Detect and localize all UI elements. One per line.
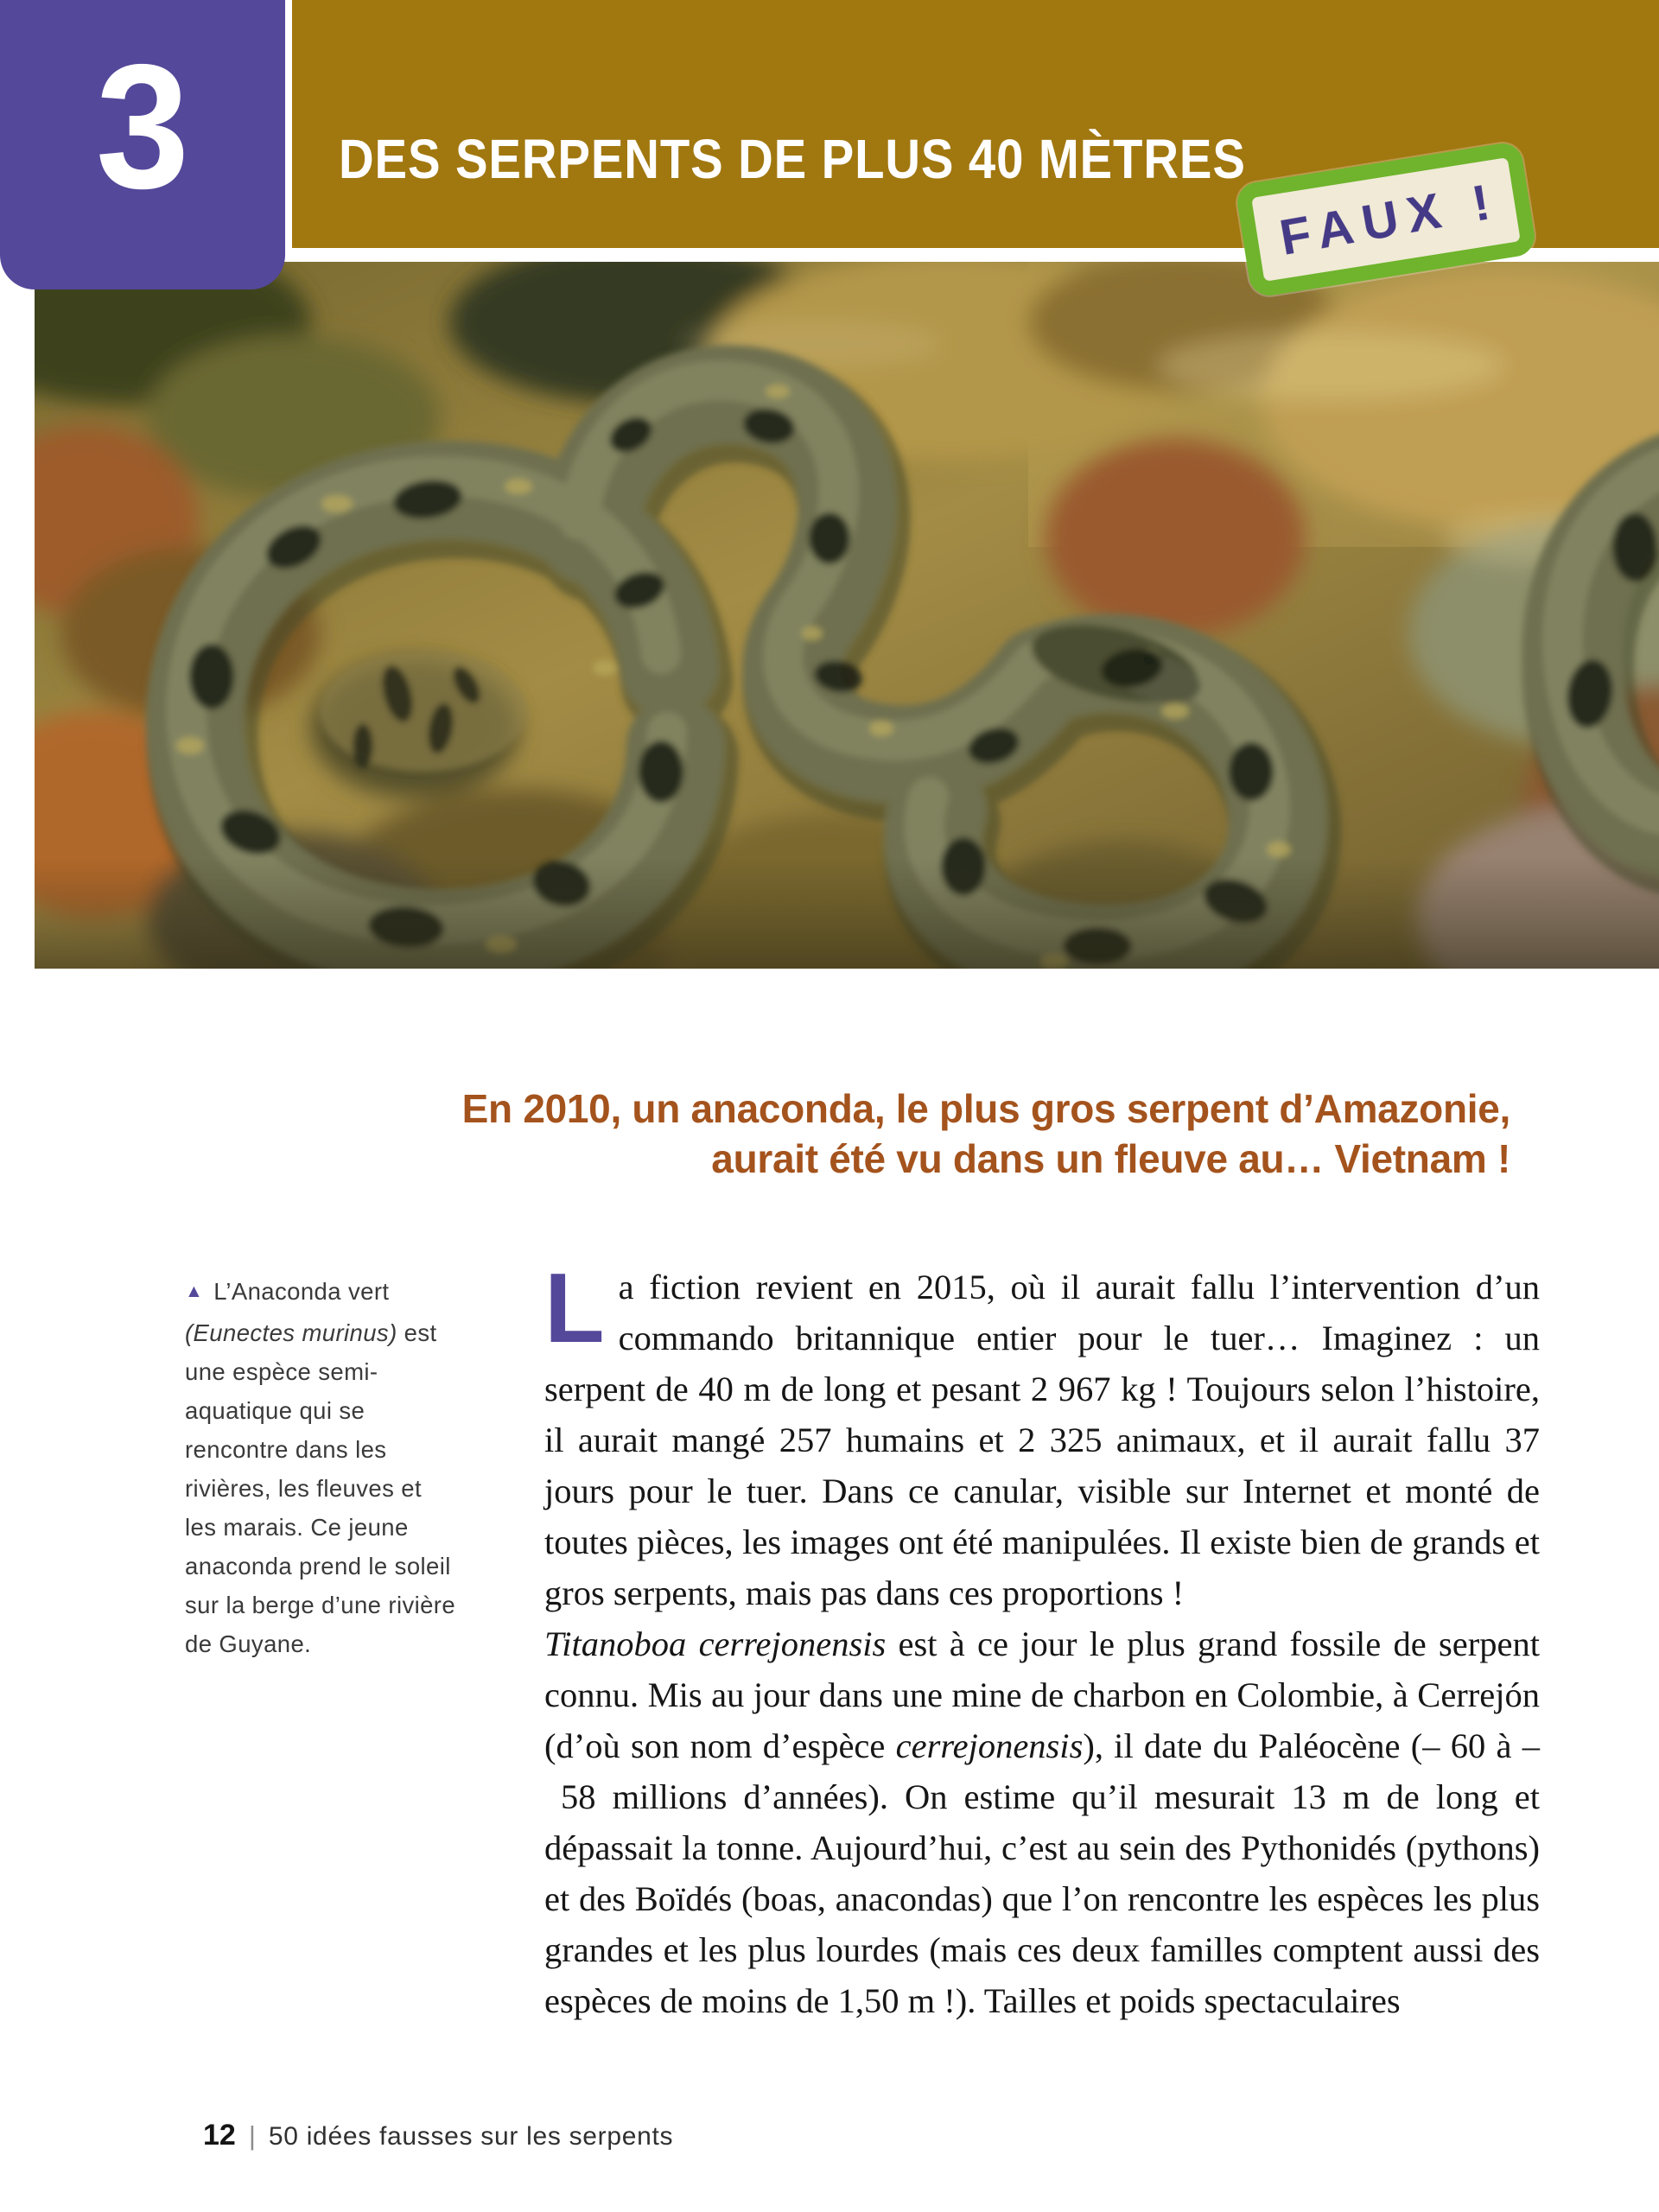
chapter-number-box: [0, 0, 285, 289]
chapter-title: DES SERPENTS DE PLUS 40 MÈTRES: [339, 127, 1246, 190]
anaconda-photo-graphic: [35, 262, 1659, 969]
anaconda-photo: [35, 262, 1659, 969]
photo-caption: [185, 1272, 460, 1663]
body-paragraph-1: [544, 1254, 1540, 1618]
photo-caption-text: L’Anaconda vert (Eunectes murinus) est une espèce semi-aquatique qui se rencontre dans les rivières, les fleuves et les marais. Ce jeune anaconda prend le soleil sur la berge d’une rivière de Guyane.: [185, 1278, 456, 1657]
chapter-number: 3: [95, 27, 190, 226]
drop-cap: L: [544, 1254, 605, 1363]
book-title: 50 idées fausses sur les serpents: [268, 2122, 674, 2151]
subtitle-line-1: En 2010, un anaconda, le plus gros serpent d’Amazonie,: [461, 1086, 1510, 1132]
body-paragraph-2: Titanoboa cerrejonensis est à ce jour le plus grand fossile de serpent connu. Mis au jour dans une mine de charbon en Colombie, à Cerrejón (d’où son nom d’espèce cerrejonensis), il date du Paléocène (– 60 à – 58 millions d’années). On estime qu’il mesurait 13 m de long et dépassait la tonne. Aujourd’hui, c’est au sein des Pythonidés (pythons) et des Boïdés (boas, anacondas) que l’on rencontre les espèces les plus grandes et les plus lourdes (mais ces deux familles comptent aussi des espèces de moins de 1,50 m !). Tailles et poids spectaculaires: [544, 1624, 1540, 2020]
footer-separator: |: [248, 2120, 256, 2151]
body-paragraph-1-text: a fiction revient en 2015, où il aurait fallu l’intervention d’un commando britannique entier pour le tuer… Imaginez : un serpent de 40 m de long et pesant 2 967 kg ! Toujours selon l’histoire, il aurait mangé 257 humains et 2 325 animaux, et il aurait fallu 37 jours pour le tuer. Dans ce canular, visible sur Internet et monté de toutes pièces, les images ont été manipulées. Il existe bien de grands et gros serpents, mais pas dans ces proportions !: [544, 1268, 1540, 1612]
faux-stamp-label: FAUX !: [1275, 172, 1503, 266]
subtitle-line-2: aurait été vu dans un fleuve au… Vietnam !: [711, 1136, 1510, 1182]
page-footer: [203, 2119, 673, 2152]
triangle-up-icon: ▲: [185, 1281, 204, 1301]
page-subtitle: [199, 1084, 1510, 1184]
body-text: [544, 1254, 1540, 2026]
page-number: 12: [203, 2119, 236, 2152]
